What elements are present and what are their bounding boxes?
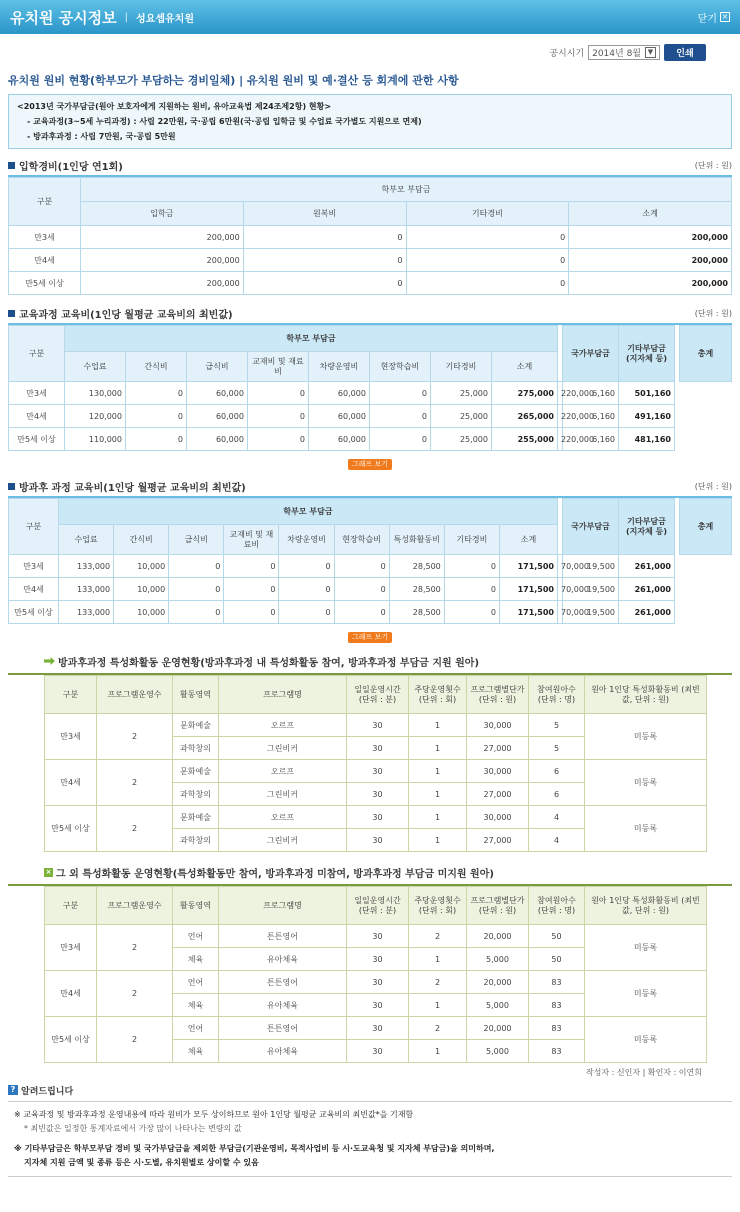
col-header: 프로그램운영수 — [97, 676, 173, 714]
table-cell: 문화예술 — [173, 714, 219, 737]
other-activity-heading — [44, 864, 732, 880]
table-cell: 30 — [347, 948, 409, 971]
total-cell: 501,160 — [619, 382, 675, 405]
col-header: 주당운영횟수 (단위 : 회) — [409, 676, 467, 714]
table-cell: 오르프 — [219, 806, 347, 829]
row-label: 만4세 — [45, 971, 97, 1017]
table-cell: 133,000 — [59, 601, 114, 624]
checkbox-icon: × — [45, 867, 52, 876]
unit-label: (단위 : 원) — [694, 308, 732, 318]
fee-cell: 미등록 — [585, 1017, 707, 1063]
col-header: 현장학습비 — [369, 352, 430, 382]
other-cell: 19,500 — [563, 578, 619, 601]
col-header: 현장학습비 — [334, 525, 389, 555]
col-header-group: 구분 — [9, 499, 59, 555]
row-label: 만3세 — [9, 382, 65, 405]
table-cell: 1 — [409, 714, 467, 737]
fee-cell: 미등록 — [585, 760, 707, 806]
table-cell: 0 — [243, 226, 406, 249]
notice-title: 알려드립니다 — [21, 1086, 74, 1097]
table-cell: 20,000 — [467, 1017, 529, 1040]
table-cell: 200,000 — [569, 226, 732, 249]
col-header: 참여원아수 (단위 : 명) — [529, 887, 585, 925]
table-cell: 0 — [444, 601, 499, 624]
writer-info: 작성자 : 신인자 | 확인자 : 이연희 — [585, 1068, 702, 1077]
table-cell: 0 — [247, 382, 308, 405]
col-header: 수업료 — [65, 352, 126, 382]
table-cell: 1 — [409, 948, 467, 971]
table-cell: 171,500 — [499, 578, 557, 601]
state-cell: 70,000 — [558, 601, 563, 624]
table-cell: 2 — [409, 925, 467, 948]
col-header: 입학금 — [81, 202, 244, 226]
table-row — [45, 806, 707, 829]
table-cell: 그린비커 — [219, 829, 347, 852]
state-cell: 70,000 — [558, 555, 563, 578]
page-title: 유치원 공시정보 — [10, 8, 117, 27]
fee-cell: 미등록 — [585, 971, 707, 1017]
col-header: 교재비 및 재료비 — [224, 525, 279, 555]
table-cell: 유아체육 — [219, 994, 347, 1017]
table-cell: 유아체육 — [219, 948, 347, 971]
table-row — [9, 405, 732, 428]
notice-line: 지자체 지원 금액 및 종류 등은 시·도별, 유치원별로 상이할 수 있음 — [24, 1158, 259, 1167]
col-header: 활동영역 — [173, 676, 219, 714]
chevron-down-icon: ▼ — [645, 47, 656, 58]
program-count: 2 — [97, 971, 173, 1017]
table-cell: 0 — [224, 578, 279, 601]
table-cell: 25,000 — [430, 405, 491, 428]
total-cell: 261,000 — [619, 555, 675, 578]
col-header: 프로그램운영수 — [97, 887, 173, 925]
close-label: 닫기 — [697, 13, 717, 25]
program-count: 2 — [97, 806, 173, 852]
table-cell: 28,500 — [389, 578, 444, 601]
table-cell: 171,500 — [499, 555, 557, 578]
col-header: 주당운영횟수 (단위 : 회) — [409, 887, 467, 925]
state-cell: 220,000 — [558, 405, 563, 428]
table-cell: 0 — [247, 428, 308, 451]
table-cell: 130,000 — [65, 382, 126, 405]
table-cell: 1 — [409, 783, 467, 806]
table-cell: 30 — [347, 783, 409, 806]
table-cell: 171,500 — [499, 601, 557, 624]
row-label: 만5세 이상 — [9, 601, 59, 624]
table-cell: 265,000 — [491, 405, 557, 428]
other-cell: 6,160 — [563, 428, 619, 451]
table-cell: 200,000 — [81, 226, 244, 249]
table-cell: 2 — [409, 1017, 467, 1040]
section-headline: 유치원 원비 현황(학부모가 부담하는 경비일체) | 유치원 원비 및 예·결산 등 회계에 관한 사항 — [8, 74, 459, 87]
table-cell: 언어 — [173, 925, 219, 948]
question-icon: ? — [8, 1085, 18, 1095]
row-label: 만4세 — [9, 249, 81, 272]
table-cell: 0 — [169, 601, 224, 624]
table-cell: 25,000 — [430, 428, 491, 451]
table-cell: 30 — [347, 1017, 409, 1040]
period-label: 공시시기 — [549, 48, 585, 59]
table-cell: 275,000 — [491, 382, 557, 405]
col-header: 일일운영시간 (단위 : 분) — [347, 887, 409, 925]
col-header-group: 구분 — [9, 178, 81, 226]
table-cell: 30 — [347, 994, 409, 1017]
table-cell: 0 — [334, 578, 389, 601]
table-cell: 10,000 — [114, 601, 169, 624]
other-cell: 6,160 — [563, 405, 619, 428]
table-cell: 0 — [125, 382, 186, 405]
col-header: 활동영역 — [173, 887, 219, 925]
col-header: 간식비 — [114, 525, 169, 555]
table-cell: 10,000 — [114, 578, 169, 601]
col-header: 참여원아수 (단위 : 명) — [529, 676, 585, 714]
col-header: 수업료 — [59, 525, 114, 555]
print-button[interactable]: 인쇄 — [664, 44, 706, 61]
table-cell: 1 — [409, 994, 467, 1017]
program-count: 2 — [97, 714, 173, 760]
note-line-2: - 교육과정(3~5세 누리과정) : 사립 22만원, 국·공립 6만원(국·공립 입학금 및 수업료 국가별도 지원으로 면제) — [27, 117, 422, 126]
table-cell: 0 — [169, 578, 224, 601]
col-header-parent: 학부모 부담금 — [81, 178, 732, 202]
close-icon: × — [721, 12, 729, 21]
admission-section-heading — [8, 157, 732, 173]
notice-line: ※ 기타부담금은 학부모부담 경비 및 국가부담금을 제외한 부담금(기관운영비, 목적사업비 등 시·도교육청 및 지자체 부담금)을 의미하며, — [14, 1144, 495, 1153]
table-cell: 83 — [529, 994, 585, 1017]
col-header: 소계 — [491, 352, 557, 382]
graph-button[interactable]: 그래프 보기 — [348, 632, 392, 643]
admission-title: 입학경비(1인당 연1회) — [19, 161, 123, 173]
table-cell: 5,000 — [467, 948, 529, 971]
close-button[interactable] — [698, 10, 730, 25]
row-label: 만3세 — [9, 226, 81, 249]
row-label: 만4세 — [9, 405, 65, 428]
table-cell: 30,000 — [467, 806, 529, 829]
table-cell: 0 — [125, 428, 186, 451]
unit-label: (단위 : 원) — [694, 160, 732, 170]
col-header: 기타경비 — [406, 202, 569, 226]
other-activity-table — [44, 886, 707, 1063]
table-cell: 200,000 — [81, 272, 244, 295]
table-row — [45, 714, 707, 737]
col-header: 구분 — [45, 676, 97, 714]
col-header: 급식비 — [169, 525, 224, 555]
table-cell: 그린비커 — [219, 783, 347, 806]
graph-button[interactable]: 그래프 보기 — [348, 459, 392, 470]
curriculum-table — [8, 325, 732, 451]
table-cell: 6 — [529, 783, 585, 806]
table-cell: 언어 — [173, 1017, 219, 1040]
table-cell: 200,000 — [569, 249, 732, 272]
table-cell: 133,000 — [59, 555, 114, 578]
table-cell: 110,000 — [65, 428, 126, 451]
col-header: 차량운영비 — [279, 525, 334, 555]
table-cell: 0 — [224, 555, 279, 578]
table-cell: 5,000 — [467, 994, 529, 1017]
note-line-1: <2013년 국가부담금(원아 보호자에게 지원하는 원비, 유아교육법 제24조제2항) 현황> — [17, 102, 332, 111]
table-cell: 133,000 — [59, 578, 114, 601]
table-cell: 1 — [409, 737, 467, 760]
unit-label: (단위 : 원) — [694, 481, 732, 491]
program-count: 2 — [97, 925, 173, 971]
col-header: 프로그램별단가 (단위 : 원) — [467, 676, 529, 714]
other-activity-title: 그 외 특성화활동 운영현황(특성화활동만 참여, 방과후과정 미참여, 방과후과정 부담금 미지원 원아) — [56, 868, 494, 880]
table-cell: 0 — [369, 382, 430, 405]
table-cell: 0 — [406, 272, 569, 295]
table-cell: 0 — [279, 601, 334, 624]
table-cell: 0 — [125, 405, 186, 428]
table-cell: 0 — [169, 555, 224, 578]
bullet-icon — [8, 310, 15, 317]
table-cell: 체육 — [173, 994, 219, 1017]
table-cell: 0 — [247, 405, 308, 428]
table-cell: 유아체육 — [219, 1040, 347, 1063]
table-row — [9, 601, 732, 624]
row-label: 만5세 이상 — [9, 428, 65, 451]
special-activity-title: 방과후과정 특성화활동 운영현황(방과후과정 내 특성화활동 참여, 방과후과정 부담금 지원 원아) — [58, 657, 480, 669]
table-cell: 28,500 — [389, 555, 444, 578]
total-cell: 261,000 — [619, 601, 675, 624]
table-cell: 0 — [444, 555, 499, 578]
table-cell: 27,000 — [467, 829, 529, 852]
col-header: 프로그램명 — [219, 887, 347, 925]
col-header: 기타경비 — [430, 352, 491, 382]
table-cell: 체육 — [173, 1040, 219, 1063]
table-cell: 25,000 — [430, 382, 491, 405]
col-header: 소계 — [569, 202, 732, 226]
table-cell: 30 — [347, 829, 409, 852]
col-header: 소계 — [499, 525, 557, 555]
special-activity-heading — [44, 653, 732, 669]
state-cell: 220,000 — [558, 428, 563, 451]
row-label: 만4세 — [9, 578, 59, 601]
table-cell: 0 — [279, 578, 334, 601]
table-cell: 5,000 — [467, 1040, 529, 1063]
other-cell: 6,160 — [563, 382, 619, 405]
subsidy-note — [8, 94, 732, 149]
table-row — [9, 272, 732, 295]
col-header: 간식비 — [125, 352, 186, 382]
header-bar — [0, 0, 740, 34]
program-count: 2 — [97, 1017, 173, 1063]
notice-line: * 최빈값은 일정한 통계자료에서 가장 많이 나타나는 변량의 값 — [24, 1124, 242, 1133]
table-row — [45, 760, 707, 783]
table-cell: 0 — [369, 405, 430, 428]
table-cell: 30,000 — [467, 760, 529, 783]
table-cell: 30 — [347, 714, 409, 737]
other-cell: 19,500 — [563, 601, 619, 624]
table-cell: 과학창의 — [173, 737, 219, 760]
col-header: 프로그램명 — [219, 676, 347, 714]
table-cell: 20,000 — [467, 925, 529, 948]
table-cell: 28,500 — [389, 601, 444, 624]
table-cell: 60,000 — [186, 428, 247, 451]
col-header-other: 기타부담금 (지자체 등) — [619, 326, 675, 382]
kindergarten-name: 성요셉유치원 — [136, 13, 194, 25]
table-row — [9, 226, 732, 249]
row-label: 만5세 이상 — [45, 806, 97, 852]
total-cell: 481,160 — [619, 428, 675, 451]
col-header-group: 구분 — [9, 326, 65, 382]
table-cell: 그린비커 — [219, 737, 347, 760]
col-header: 급식비 — [186, 352, 247, 382]
table-cell: 27,000 — [467, 737, 529, 760]
col-header-state: 국가부담금 — [563, 499, 619, 555]
table-cell: 27,000 — [467, 783, 529, 806]
afterschool-section-heading — [8, 478, 732, 494]
notice-box — [8, 1101, 732, 1177]
table-cell: 83 — [529, 971, 585, 994]
other-cell: 19,500 — [563, 555, 619, 578]
table-cell: 0 — [406, 226, 569, 249]
table-cell: 0 — [224, 601, 279, 624]
col-header: 프로그램별단가 (단위 : 원) — [467, 887, 529, 925]
table-cell: 1 — [409, 829, 467, 852]
row-label: 만5세 이상 — [45, 1017, 97, 1063]
table-row — [9, 428, 732, 451]
col-header: 특성화활동비 — [389, 525, 444, 555]
table-cell: 30 — [347, 1040, 409, 1063]
toolbar — [0, 40, 740, 64]
col-header-parent: 학부모 부담금 — [59, 499, 558, 525]
table-cell: 20,000 — [467, 971, 529, 994]
table-cell: 튼튼영어 — [219, 925, 347, 948]
table-cell: 언어 — [173, 971, 219, 994]
col-header: 원아 1인당 특성화활동비 (최빈값, 단위 : 원) — [585, 676, 707, 714]
table-cell: 문화예술 — [173, 760, 219, 783]
arrow-icon — [44, 657, 55, 665]
table-cell: 30 — [347, 971, 409, 994]
table-row — [45, 1017, 707, 1040]
row-label: 만3세 — [9, 555, 59, 578]
table-cell: 0 — [334, 601, 389, 624]
afterschool-table — [8, 498, 732, 624]
table-cell: 60,000 — [308, 405, 369, 428]
table-cell: 60,000 — [186, 382, 247, 405]
table-cell: 30 — [347, 760, 409, 783]
table-cell: 0 — [279, 555, 334, 578]
col-header: 구분 — [45, 887, 97, 925]
table-cell: 200,000 — [569, 272, 732, 295]
bullet-icon — [8, 483, 15, 490]
table-row — [9, 382, 732, 405]
table-cell: 5 — [529, 714, 585, 737]
col-header: 원복비 — [243, 202, 406, 226]
table-row — [45, 925, 707, 948]
notice-line: ※ 교육과정 및 방과후과정 운영내용에 따라 원비가 모두 상이하므로 원아 1인당 월평균 교육비의 최빈값*을 기재함 — [14, 1110, 414, 1119]
curriculum-title: 교육과정 교육비(1인당 월평균 교육비의 최빈값) — [19, 309, 233, 321]
col-header-state: 국가부담금 — [563, 326, 619, 382]
title-separator: | — [124, 11, 129, 23]
col-header: 일일운영시간 (단위 : 분) — [347, 676, 409, 714]
program-count: 2 — [97, 760, 173, 806]
table-cell: 6 — [529, 760, 585, 783]
table-cell: 문화예술 — [173, 806, 219, 829]
table-cell: 30 — [347, 806, 409, 829]
table-cell: 0 — [243, 272, 406, 295]
table-cell: 0 — [369, 428, 430, 451]
table-cell: 60,000 — [186, 405, 247, 428]
table-cell: 50 — [529, 925, 585, 948]
col-header-parent: 학부모 부담금 — [65, 326, 558, 352]
table-cell: 1 — [409, 1040, 467, 1063]
table-cell: 0 — [444, 578, 499, 601]
table-cell: 120,000 — [65, 405, 126, 428]
period-value: 2014년 8월 — [592, 48, 641, 59]
col-header: 차량운영비 — [308, 352, 369, 382]
row-label: 만5세 이상 — [9, 272, 81, 295]
state-cell: 220,000 — [558, 382, 563, 405]
table-cell: 튼튼영어 — [219, 1017, 347, 1040]
table-cell: 5 — [529, 737, 585, 760]
col-header-total: 총계 — [680, 499, 732, 555]
table-cell: 10,000 — [114, 555, 169, 578]
table-cell: 60,000 — [308, 428, 369, 451]
table-cell: 30 — [347, 737, 409, 760]
period-select[interactable] — [588, 45, 660, 60]
table-cell: 60,000 — [308, 382, 369, 405]
notice-heading — [8, 1082, 732, 1098]
table-cell: 체육 — [173, 948, 219, 971]
table-row — [9, 578, 732, 601]
table-cell: 255,000 — [491, 428, 557, 451]
table-cell: 2 — [409, 971, 467, 994]
state-cell: 70,000 — [558, 578, 563, 601]
row-label: 만3세 — [45, 714, 97, 760]
table-cell: 0 — [334, 555, 389, 578]
note-line-3: - 방과후과정 : 사립 7만원, 국·공립 5만원 — [27, 132, 176, 141]
table-cell: 200,000 — [81, 249, 244, 272]
table-cell: 0 — [243, 249, 406, 272]
table-cell: 30 — [347, 925, 409, 948]
fee-cell: 미등록 — [585, 806, 707, 852]
table-row — [9, 249, 732, 272]
table-cell: 오르프 — [219, 714, 347, 737]
special-activity-table — [44, 675, 707, 852]
row-label: 만4세 — [45, 760, 97, 806]
fee-cell: 미등록 — [585, 925, 707, 971]
col-header: 기타경비 — [444, 525, 499, 555]
afterschool-title: 방과후 과정 교육비(1인당 월평균 교육비의 최빈값) — [19, 482, 246, 494]
row-label: 만3세 — [45, 925, 97, 971]
table-cell: 4 — [529, 806, 585, 829]
table-cell: 4 — [529, 829, 585, 852]
col-header: 교재비 및 재료비 — [247, 352, 308, 382]
curriculum-section-heading — [8, 305, 732, 321]
col-header-other: 기타부담금 (지자체 등) — [619, 499, 675, 555]
table-cell: 튼튼영어 — [219, 971, 347, 994]
table-cell: 과학창의 — [173, 783, 219, 806]
table-cell: 50 — [529, 948, 585, 971]
table-cell: 30,000 — [467, 714, 529, 737]
table-cell: 1 — [409, 760, 467, 783]
admission-table — [8, 177, 732, 295]
table-cell: 오르프 — [219, 760, 347, 783]
table-cell: 1 — [409, 806, 467, 829]
col-header-total: 총계 — [680, 326, 732, 382]
table-row — [45, 971, 707, 994]
table-cell: 과학창의 — [173, 829, 219, 852]
table-cell: 0 — [406, 249, 569, 272]
total-cell: 491,160 — [619, 405, 675, 428]
bullet-icon — [8, 162, 15, 169]
table-cell: 83 — [529, 1017, 585, 1040]
table-row — [9, 555, 732, 578]
fee-cell: 미등록 — [585, 714, 707, 760]
table-cell: 83 — [529, 1040, 585, 1063]
total-cell: 261,000 — [619, 578, 675, 601]
col-header: 원아 1인당 특성화활동비 (최빈값, 단위 : 원) — [585, 887, 707, 925]
